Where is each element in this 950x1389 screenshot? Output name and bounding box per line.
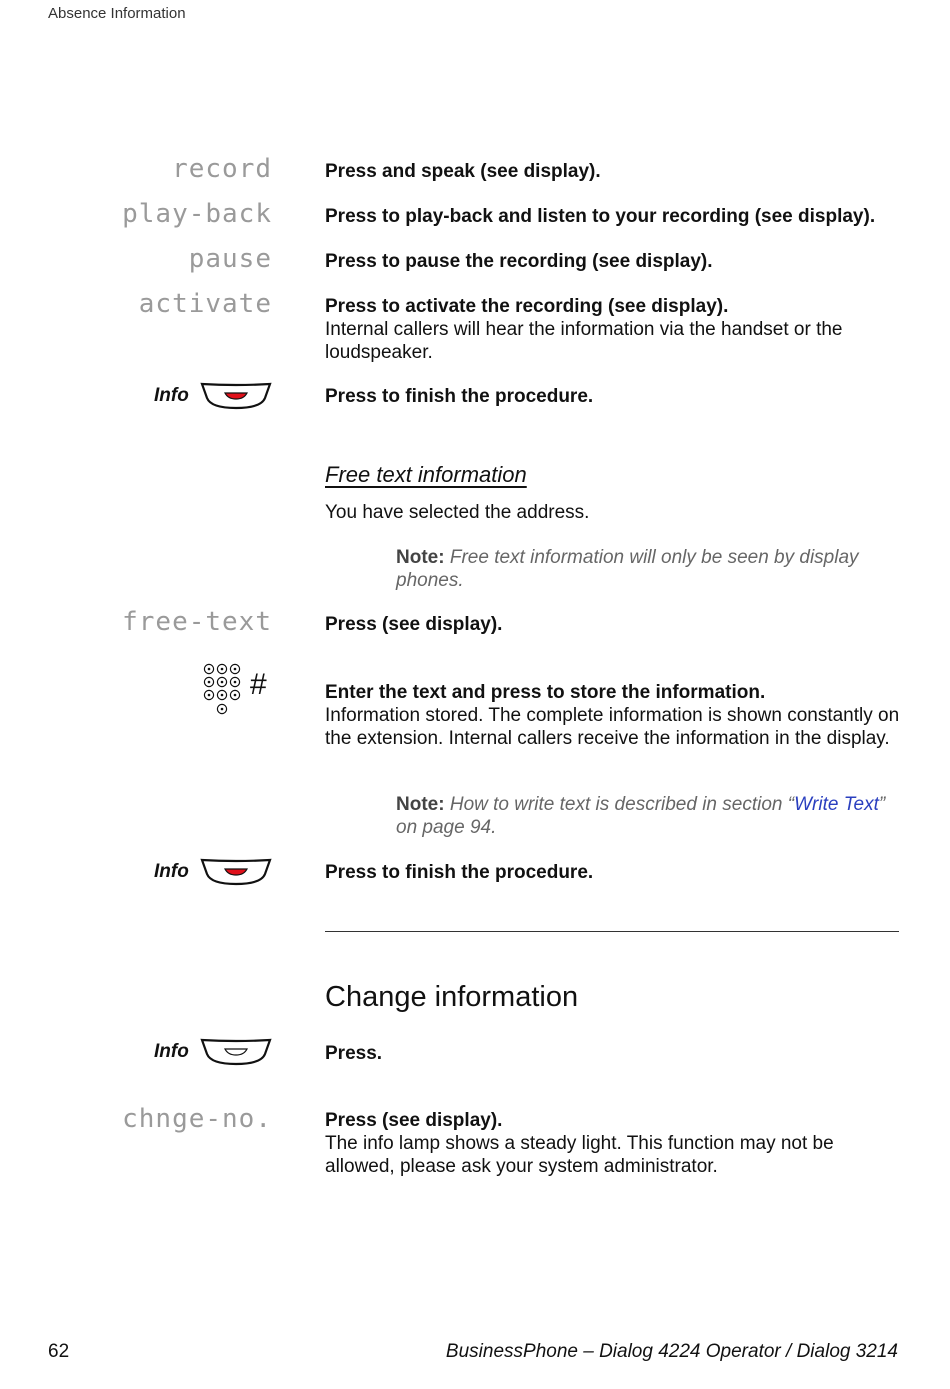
footer-doc-title: BusinessPhone – Dialog 4224 Operator / Dialog 3214 <box>445 1341 898 1362</box>
step-text-activate: Press to activate the recording (see display). <box>325 296 729 317</box>
info-key-row-1 <box>154 381 273 411</box>
change-press-text: Press. <box>325 1043 383 1064</box>
note2-text-after: ” on page 94. <box>396 794 886 838</box>
keypad-icon <box>203 663 283 724</box>
info-key-icon <box>199 857 273 887</box>
display-label-pause: pause <box>188 244 272 274</box>
step-text-pause: Press to pause the recording (see display). <box>325 251 713 272</box>
info-key-label: Info <box>154 1041 189 1062</box>
note-label: Note: <box>396 547 445 568</box>
page-number: 62 <box>48 1341 70 1362</box>
info-key-unlit-icon <box>199 1037 273 1067</box>
info-key-label: Info <box>154 861 189 882</box>
finish-text-1: Press to finish the procedure. <box>325 386 594 407</box>
step-text-change-no: Press (see display). <box>325 1110 503 1131</box>
subheading-free-text: Free text information <box>325 462 527 487</box>
write-text-link[interactable]: Write Text <box>794 794 879 815</box>
finish-text-2: Press to finish the procedure. <box>325 862 594 883</box>
step-text-enter: Enter the text and press to store the information. <box>325 682 766 703</box>
note2-text-before: How to write text is described in section “ <box>449 794 795 815</box>
free-text-intro: You have selected the address. <box>325 502 590 523</box>
note-text: Free text information will only be seen by display phones. <box>396 547 859 591</box>
info-key-label: Info <box>154 385 189 406</box>
step-detail-activate: Internal callers will hear the information via the handset or the loudspeaker. <box>325 319 843 363</box>
step-text-free-text: Press (see display). <box>325 614 503 635</box>
note2-label: Note: <box>396 794 445 815</box>
display-label-free-text: free-text <box>122 607 272 637</box>
display-label-play-back: play-back <box>122 199 272 229</box>
step-change-no <box>325 1109 905 1178</box>
section-title-change: Change information <box>325 981 579 1013</box>
info-key-icon <box>199 381 273 411</box>
step-text-record: Press and speak (see display). <box>325 161 601 182</box>
step-activate <box>325 295 905 364</box>
info-key-row-2 <box>154 857 273 887</box>
hash-key-icon: # <box>250 668 267 701</box>
step-detail-change-no: The info lamp shows a steady light. This function may not be allowed, please ask your system administrator. <box>325 1133 834 1177</box>
note-free-text <box>396 546 901 592</box>
info-key-row-3 <box>154 1037 273 1067</box>
step-detail-enter: Information stored. The complete information is shown constantly on the extension. Internal callers receive the information in the display. <box>325 705 900 749</box>
display-label-chnge-no: chnge-no. <box>122 1104 272 1134</box>
display-label-activate: activate <box>138 289 272 319</box>
step-text-play-back: Press to play-back and listen to your recording (see display). <box>325 206 876 227</box>
running-header: Absence Information <box>48 5 186 22</box>
note-write-text <box>396 793 901 839</box>
section-divider <box>325 931 899 932</box>
display-label-record: record <box>172 154 272 184</box>
step-enter-text <box>325 681 905 750</box>
